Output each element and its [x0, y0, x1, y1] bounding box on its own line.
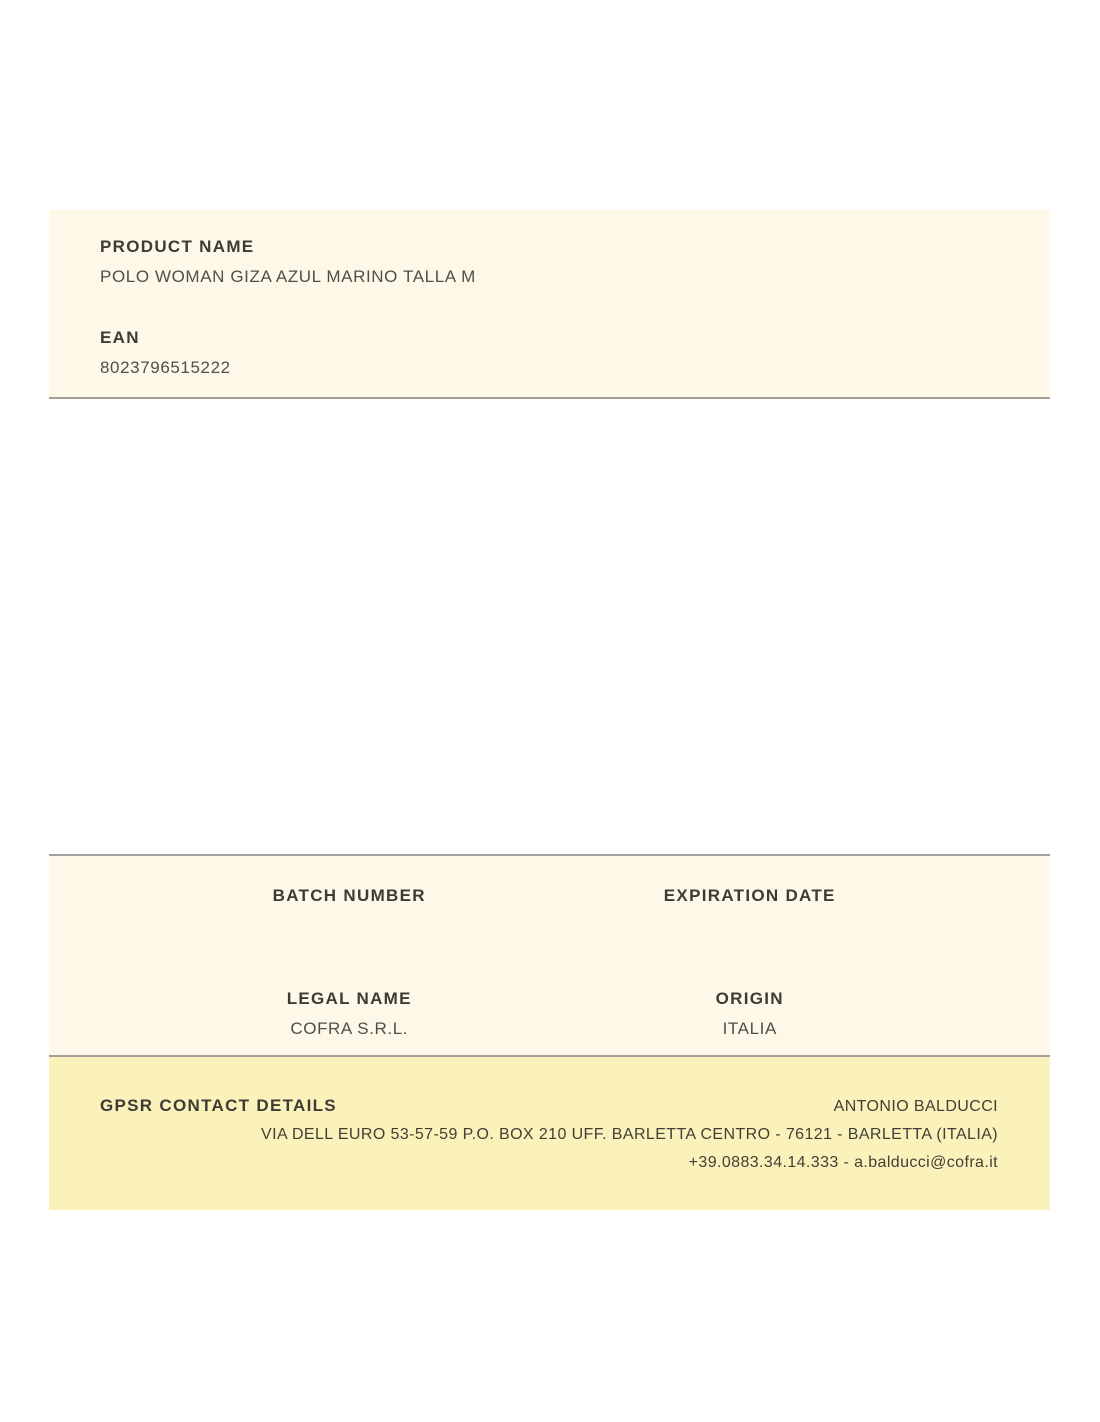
origin-label: ORIGIN — [715, 989, 784, 1008]
gpsr-address: VIA DELL EURO 53-57-59 P.O. BOX 210 UFF. BARLETTA CENTRO - 76121 - BARLETTA (ITALIA) — [261, 1126, 998, 1143]
legal-name-cell — [149, 990, 550, 1037]
ean-value: 8023796515222 — [100, 358, 231, 377]
product-name-label: PRODUCT NAME — [100, 237, 255, 256]
gpsr-contact-name: ANTONIO BALDUCCI — [833, 1098, 998, 1115]
gpsr-contact-section — [49, 1057, 1050, 1210]
batch-number-cell — [149, 887, 550, 917]
batch-expiration-row — [149, 887, 950, 917]
batch-origin-section — [49, 854, 1050, 1057]
origin-value: ITALIA — [722, 1019, 777, 1038]
product-info-section — [49, 210, 1050, 399]
gpsr-phone-email: +39.0883.34.14.333 - a.balducci@cofra.it — [688, 1154, 998, 1171]
gpsr-title: GPSR CONTACT DETAILS — [100, 1096, 337, 1115]
legal-name-value: COFRA S.R.L. — [290, 1019, 409, 1038]
expiration-date-cell — [550, 887, 951, 917]
batch-number-label: BATCH NUMBER — [272, 886, 426, 905]
product-name-value: POLO WOMAN GIZA AZUL MARINO TALLA M — [100, 267, 476, 286]
ean-label: EAN — [100, 328, 140, 347]
expiration-date-label: EXPIRATION DATE — [663, 886, 836, 905]
legal-name-label: LEGAL NAME — [286, 989, 412, 1008]
legal-origin-row — [149, 990, 950, 1037]
gpsr-header-row — [100, 1097, 998, 1115]
origin-cell — [550, 990, 951, 1037]
